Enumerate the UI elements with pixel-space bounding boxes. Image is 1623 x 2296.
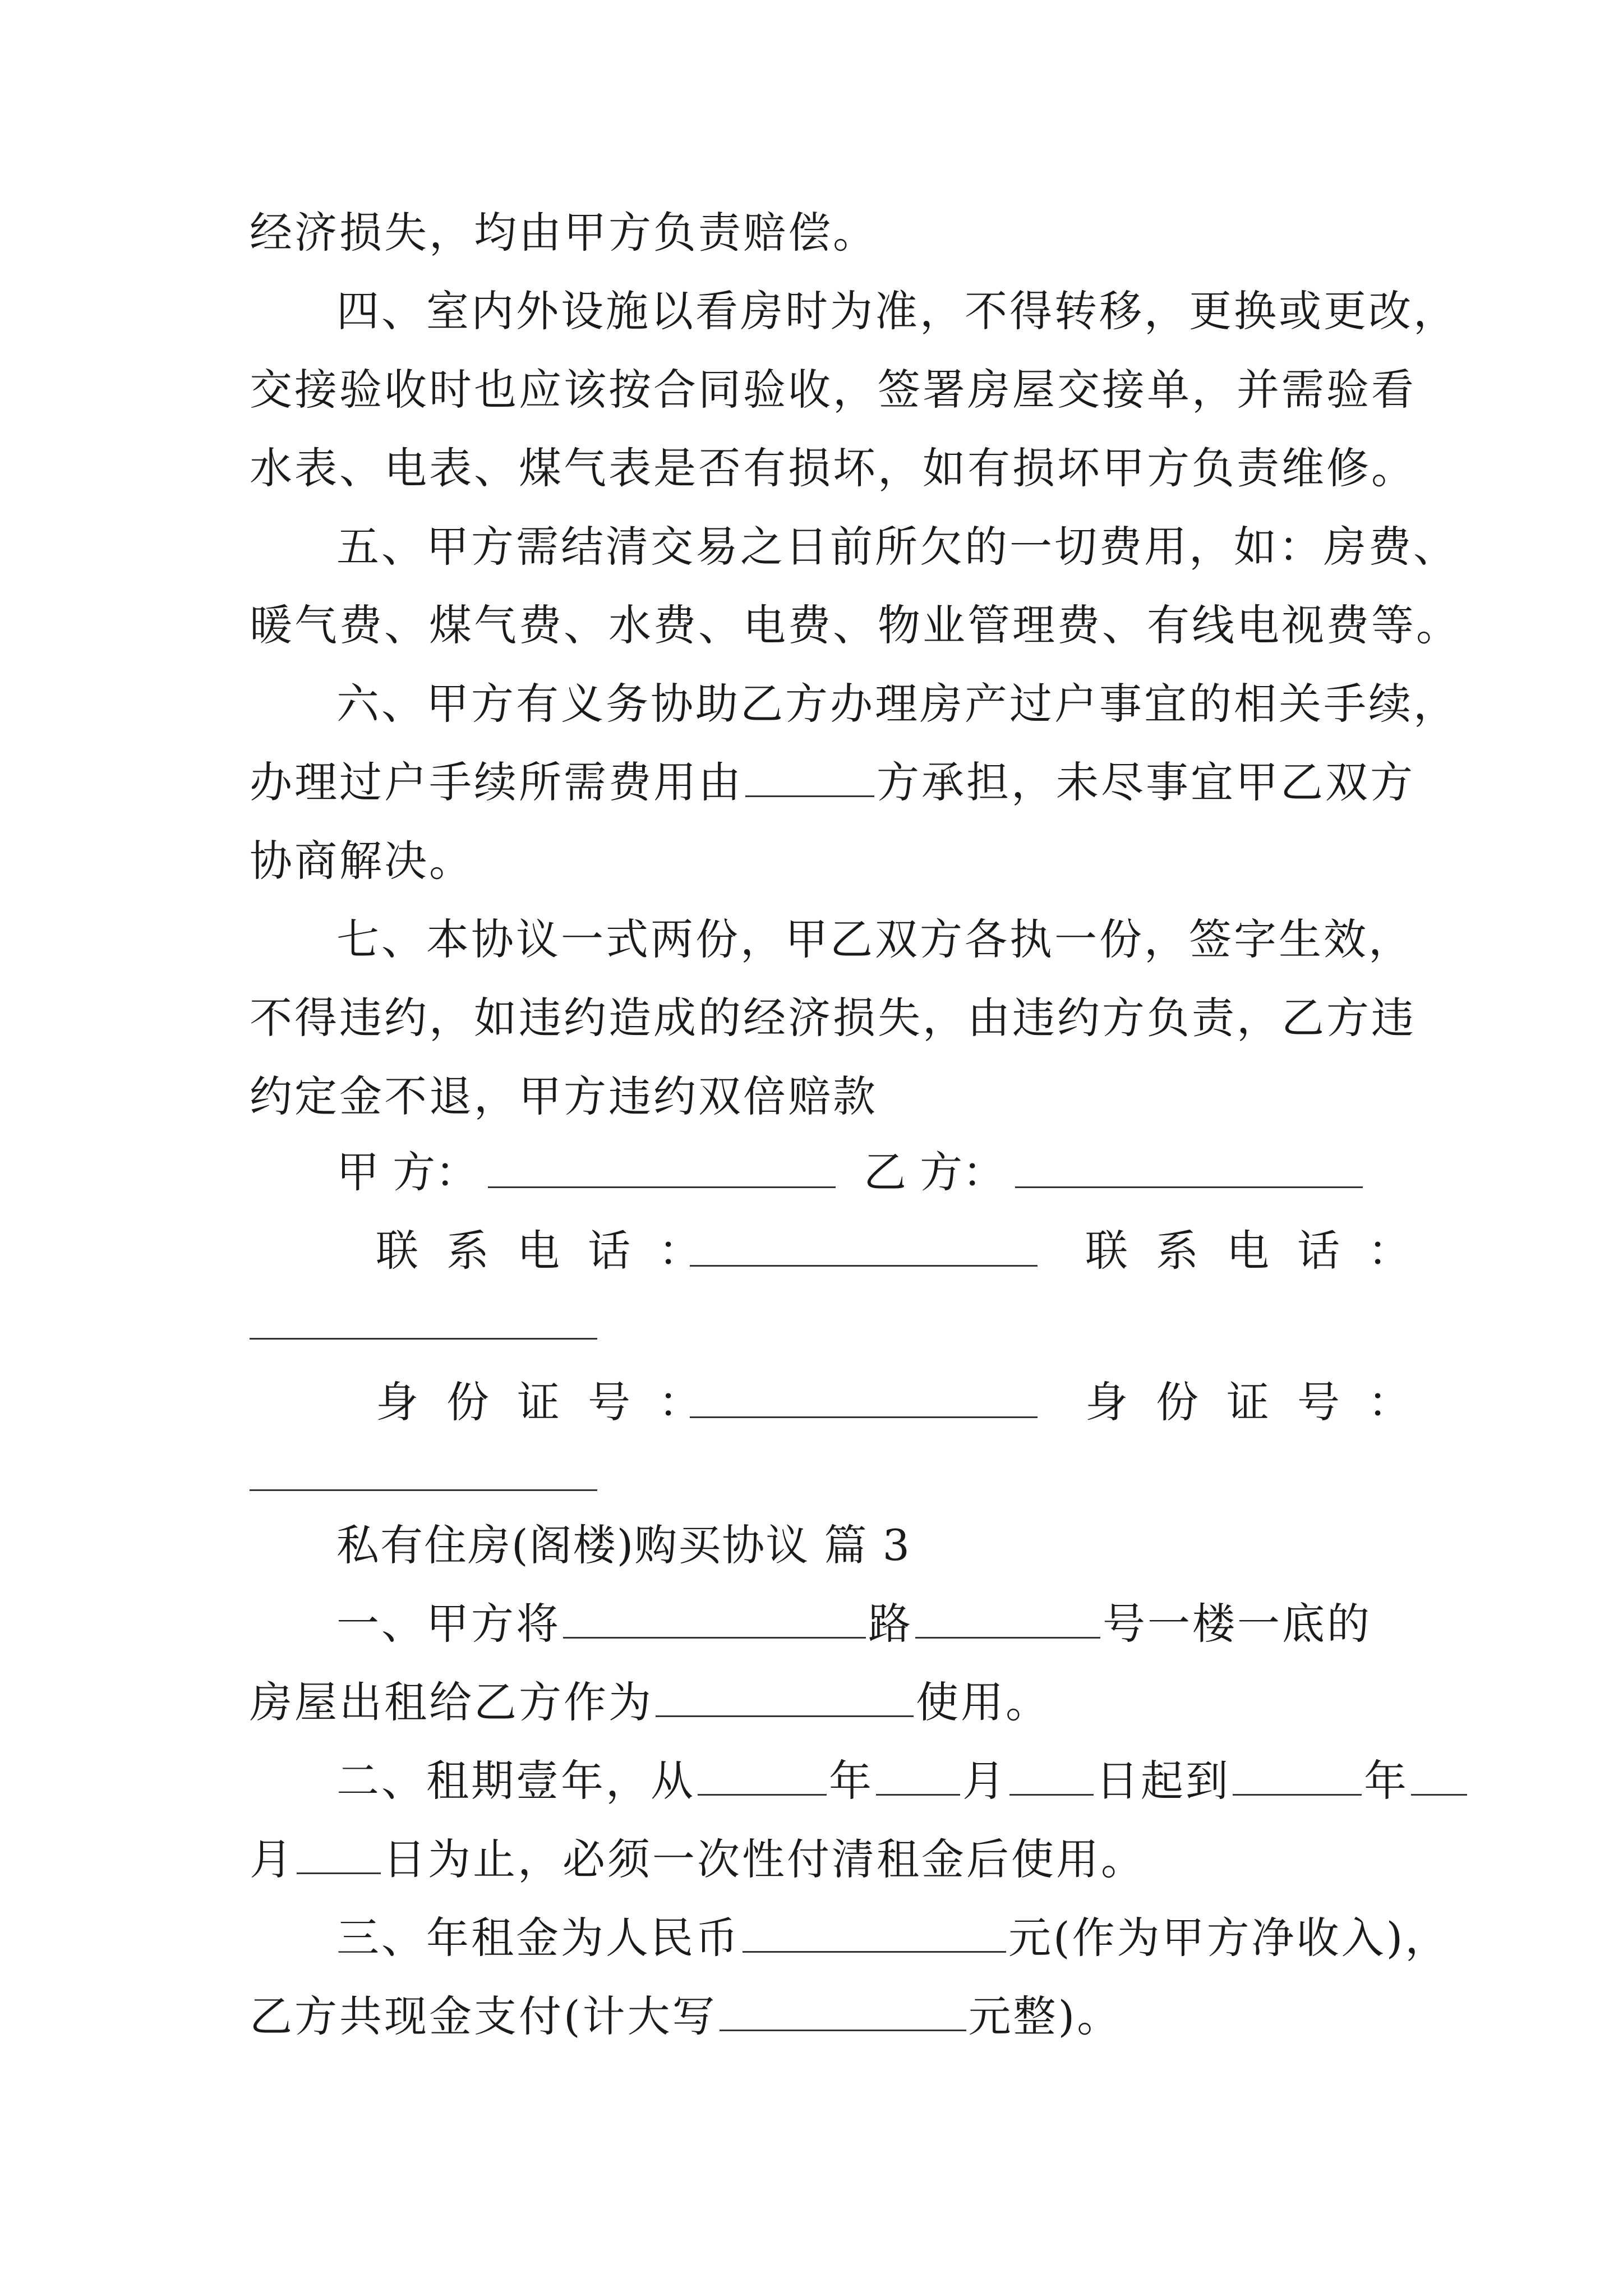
- paragraph-line: [336, 1910, 1450, 1966]
- paragraph-line: [250, 1832, 1146, 1888]
- paragraph-line: 暖气费、煤气费、水费、电费、物业管理费、有线电视费等。: [250, 600, 1461, 650]
- text-segment: 年: [1364, 1756, 1409, 1806]
- party-a-label: 甲 方：: [336, 1147, 478, 1197]
- text-segment: 日起到: [1096, 1756, 1230, 1806]
- paragraph-line: 约定金不退，甲方违约双倍赔款: [250, 1071, 878, 1121]
- fill-in-blank[interactable]: [720, 1996, 966, 2031]
- paragraph-line: [336, 1596, 1372, 1652]
- paragraph-line: 四、室内外设施以看房时为准，不得转移，更换或更改，: [336, 286, 1458, 336]
- party-b-id-label: 身份证号：: [1085, 1377, 1438, 1427]
- fill-in-blank[interactable]: [1233, 1760, 1362, 1796]
- text-segment: 元(作为甲方净收入)，: [1008, 1913, 1450, 1963]
- paragraph-line: 协商解决。: [250, 836, 474, 886]
- party-b-signature-blank[interactable]: [1015, 1186, 1363, 1188]
- section-title: 私有住房(阁楼)购买协议 篇 3: [336, 1520, 911, 1570]
- paragraph-line: 不得违约，如违约造成的经济损失，由违约方负责，乙方违: [250, 993, 1416, 1043]
- party-b-phone-label: 联系电话：: [1085, 1226, 1438, 1276]
- text-segment: 日为止，必须一次性付清租金后使用。: [383, 1834, 1146, 1884]
- paragraph-line: 六、甲方有义务协助乙方办理房产过户事宜的相关手续，: [336, 679, 1458, 729]
- text-segment: 年: [829, 1756, 874, 1806]
- paragraph-line: 七、本协议一式两份，甲乙双方各执一份，签字生效，: [336, 914, 1413, 964]
- text-segment: 一、甲方将: [336, 1599, 561, 1649]
- text-segment: 月: [962, 1756, 1007, 1806]
- paragraph-line: [250, 1989, 1122, 2045]
- fill-in-blank[interactable]: [743, 1917, 1006, 1953]
- text-segment: 办理过户手续所需费用由: [250, 757, 743, 807]
- fill-in-blank[interactable]: [698, 1760, 827, 1796]
- fill-in-blank[interactable]: [1411, 1760, 1467, 1796]
- fill-in-blank[interactable]: [656, 1682, 914, 1717]
- text-segment: 房屋出租给乙方作为: [250, 1677, 653, 1727]
- text-segment: 月: [250, 1834, 294, 1884]
- paragraph-line: 五、甲方需结清交易之日前所欠的一切费用，如：房费、: [336, 522, 1458, 572]
- paragraph-line: [336, 1753, 1469, 1809]
- fill-in-blank[interactable]: [915, 1603, 1100, 1639]
- fill-in-blank[interactable]: [745, 762, 874, 797]
- paragraph-line: 交接验收时也应该按合同验收，签署房屋交接单，并需验看: [250, 365, 1416, 415]
- party-b-label: 乙 方：: [864, 1147, 1006, 1197]
- party-b-id-blank[interactable]: [250, 1489, 597, 1491]
- fill-in-blank[interactable]: [1009, 1760, 1094, 1796]
- paragraph-line: [250, 754, 1415, 811]
- fill-in-blank[interactable]: [876, 1760, 960, 1796]
- text-segment: 乙方共现金支付(计大写: [250, 1991, 717, 2041]
- text-segment: 三、年租金为人民币: [336, 1913, 740, 1963]
- paragraph-line: 经济损失，均由甲方负责赔偿。: [250, 208, 878, 257]
- text-segment: 使用。: [916, 1677, 1050, 1727]
- paragraph-line: [250, 1674, 1050, 1731]
- party-a-id-blank[interactable]: [690, 1416, 1038, 1418]
- text-segment: 号一楼一底的: [1103, 1599, 1372, 1649]
- text-segment: 方承担，未尽事宜甲乙双方: [877, 757, 1415, 807]
- text-segment: 路: [868, 1599, 913, 1649]
- text-segment: 元整)。: [968, 1991, 1122, 2041]
- paragraph-line: 水表、电表、煤气表是否有损坏，如有损坏甲方负责维修。: [250, 443, 1416, 493]
- text-segment: 二、租期壹年，从: [336, 1756, 695, 1806]
- party-a-id-label: 身份证号：: [376, 1377, 729, 1427]
- fill-in-blank[interactable]: [297, 1839, 381, 1874]
- party-a-phone-label: 联系电话：: [376, 1226, 729, 1276]
- fill-in-blank[interactable]: [563, 1603, 866, 1639]
- party-a-signature-blank[interactable]: [488, 1186, 836, 1188]
- party-a-phone-blank[interactable]: [690, 1265, 1038, 1267]
- party-b-phone-blank[interactable]: [250, 1338, 597, 1340]
